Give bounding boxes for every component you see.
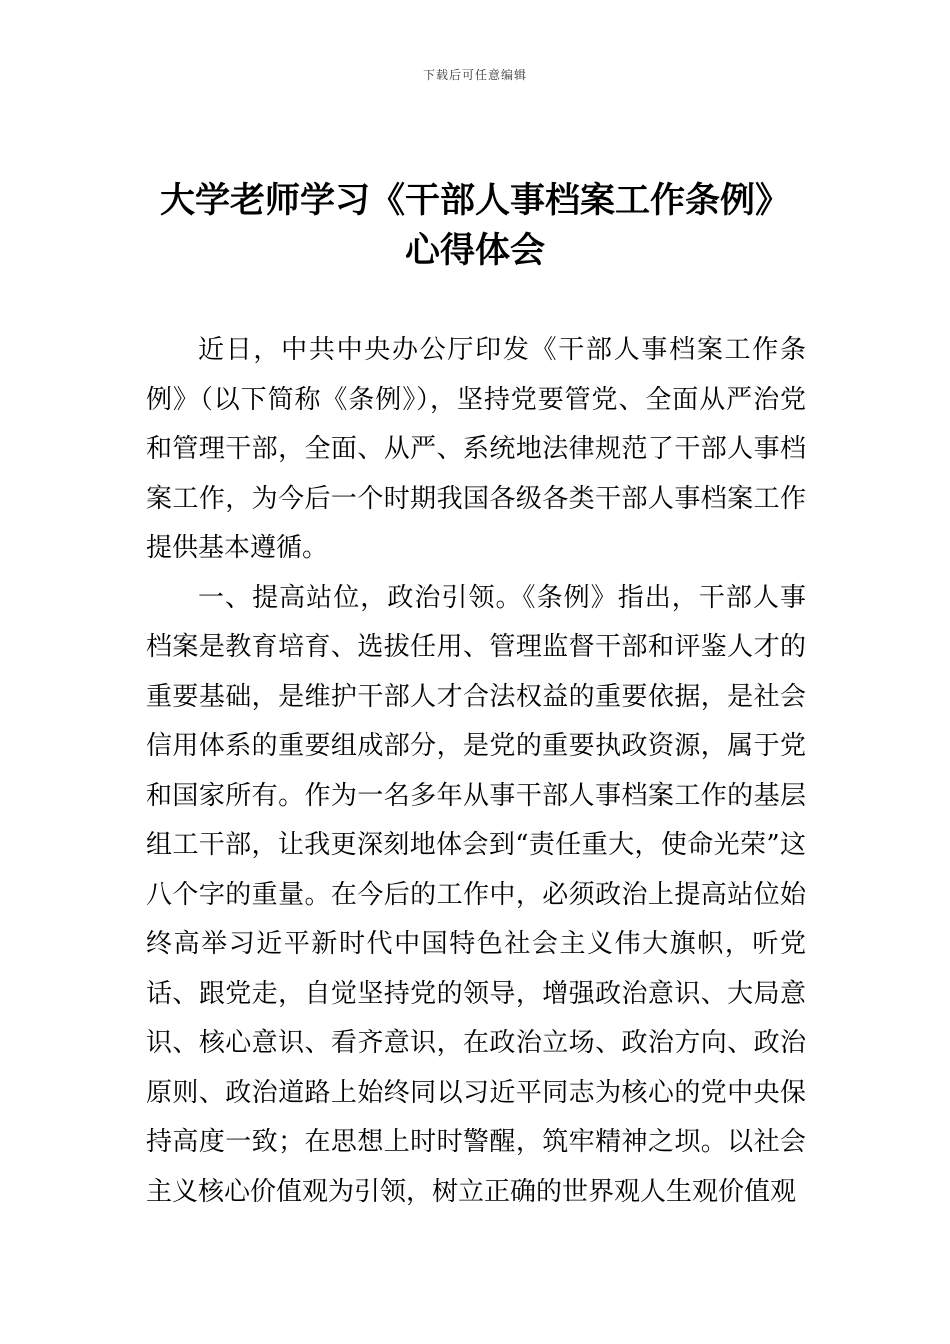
title-line-2: 心得体会 [404,231,545,271]
document-title [140,176,810,276]
paragraph-intro: 近日，中共中央办公厅印发《干部人事档案工作条例》（以下简称《条例》），坚持党要管党、全面从严治党和管理干部，全面、从严、系统地法律规范了干部人事档案工作，为今后一个时期我国各级各类干部人事档案工作提供基本遵循。 [146,335,806,563]
paragraph-section-1: 一、提高站位，政治引领。《条例》指出，干部人事档案是教育培育、选拔任用、管理监督干部和评鉴人才的重要基础，是维护干部人才合法权益的重要依据，是社会信用体系的重要组成部分，是党的重要执政资源，属于党和国家所有。作为一名多年从事干部人事档案工作的基层组工干部，让我更深刻地体会到“责任重大，使命光荣”这八个字的重量。在今后的工作中，必须政治上提高站位始终高举习近平新时代中国特色社会主义伟大旗帜，听党话、跟党走，自觉坚持党的领导，增强政治意识、大局意识、核心意识、看齐意识，在政治立场、政治方向、政治原则、政治道路上始终同以习近平同志为核心的党中央保持高度一致；在思想上时时警醒，筑牢精神之坝。以社会主义核心价值观为引领，树立正确的世界观人生观价值观 [146,582,806,1207]
title-line-1: 大学老师学习《干部人事档案工作条例》 [159,181,790,221]
document-body [146,326,806,1217]
header-note: 下载后可任意编辑 [422,68,527,82]
